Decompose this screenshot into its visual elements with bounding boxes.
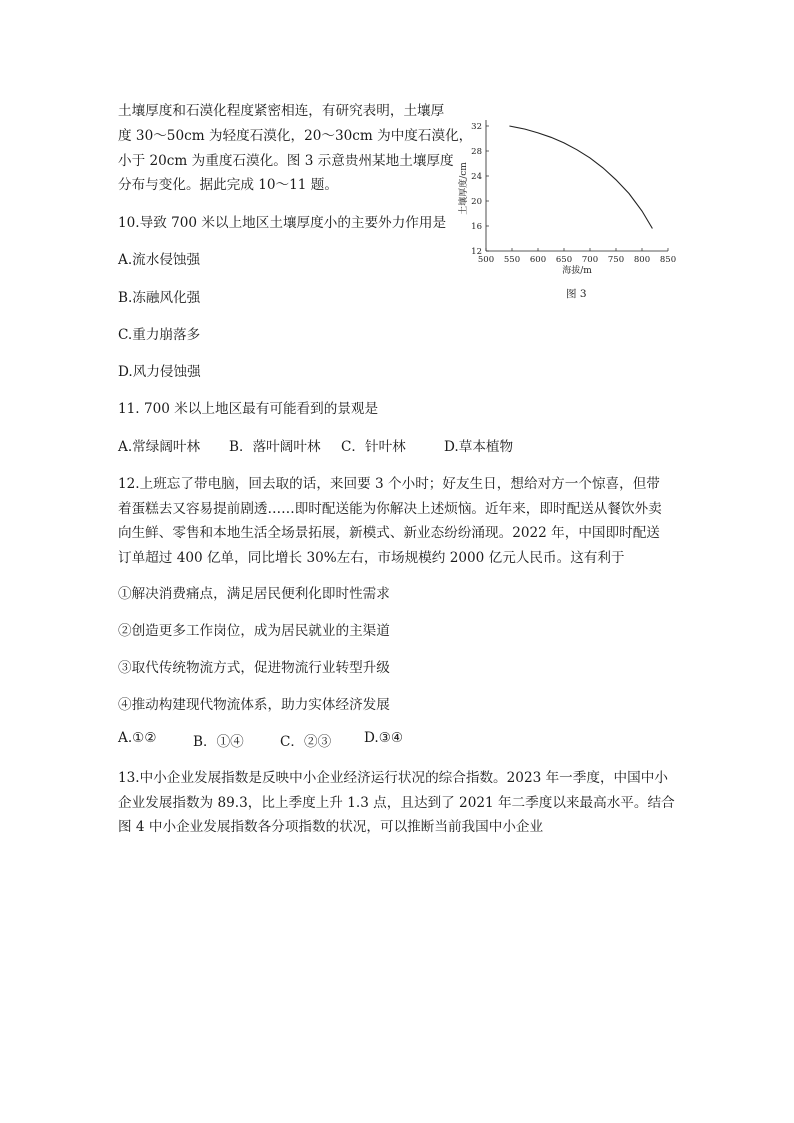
option-c: C.重力崩落多 bbox=[118, 327, 201, 343]
series-line bbox=[509, 126, 652, 229]
option-d: D.草本植物 bbox=[444, 439, 514, 455]
soil-thickness-chart bbox=[452, 110, 682, 280]
statement-4: ④推动构建现代物流体系，助力实体经济发展 bbox=[118, 697, 390, 713]
x-tick-label: 500 bbox=[477, 255, 495, 265]
x-tick-label: 750 bbox=[607, 255, 625, 265]
x-tick-label: 550 bbox=[503, 255, 521, 265]
x-tick-label: 600 bbox=[529, 255, 547, 265]
option-c: C．②③ bbox=[280, 734, 332, 750]
intro-line: 土壤厚度和石漠化程度紧密相连，有研究表明，土壤厚 bbox=[118, 103, 445, 119]
question-line: 着蛋糕去又容易提前剧透……即时配送能为你解决上述烦恼。近年来，即时配送从餐饮外卖 bbox=[118, 501, 662, 517]
statement-3: ③取代传统物流方式，促进物流行业转型升级 bbox=[118, 660, 390, 676]
option-b: B.冻融风化强 bbox=[118, 290, 201, 306]
y-tick-label: 24 bbox=[471, 172, 482, 182]
intro-line: 度 30～50cm 为轻度石漠化，20～30cm 为中度石漠化， bbox=[118, 128, 473, 144]
question-line: 13.中小企业发展指数是反映中小企业经济运行状况的综合指数。2023 年一季度，中国中小 bbox=[118, 770, 668, 786]
option-d: D.③④ bbox=[364, 730, 404, 746]
option-a: A.①② bbox=[118, 730, 157, 746]
question-line: 订单超过 400 亿单，同比增长 30%左右，市场规模约 2000 亿元人民币。这有利于 bbox=[118, 550, 625, 566]
option-b: B．落叶阔叶林 bbox=[229, 439, 321, 455]
x-tick-label: 800 bbox=[633, 255, 651, 265]
y-tick-label: 12 bbox=[471, 247, 482, 257]
intro-line: 分布与变化。据此完成 10～11 题。 bbox=[118, 177, 338, 193]
figure-caption: 图 3 bbox=[566, 288, 587, 300]
statement-1: ①解决消费痛点，满足居民便利化即时性需求 bbox=[118, 586, 390, 602]
question-line: 企业发展指数为 89.3，比上季度上升 1.3 点，且达到了 2021 年二季度以来最高水平。结合 bbox=[118, 795, 675, 811]
option-b: B．①④ bbox=[193, 734, 244, 750]
y-axis-label: 土壤厚度/cm bbox=[459, 162, 469, 215]
option-a: A.常绿阔叶林 bbox=[118, 439, 201, 455]
x-tick-label: 650 bbox=[555, 255, 573, 265]
question-line: 图 4 中小企业发展指数各分项指数的状况，可以推断当前我国中小企业 bbox=[118, 819, 544, 835]
x-tick-label: 700 bbox=[581, 255, 599, 265]
x-tick-label: 850 bbox=[659, 255, 677, 265]
question-stem: 11. 700 米以上地区最有可能看到的景观是 bbox=[118, 401, 379, 417]
question-line: 向生鲜、零售和本地生活全场景拓展，新模式、新业态纷纷涌现。2022 年，中国即时配送 bbox=[118, 525, 660, 541]
intro-line: 小于 20cm 为重度石漠化。图 3 示意贵州某地土壤厚度 bbox=[118, 153, 454, 169]
option-c: C．针叶林 bbox=[341, 439, 406, 455]
y-tick-label: 32 bbox=[471, 122, 482, 132]
option-d: D.风力侵蚀强 bbox=[118, 364, 201, 380]
y-tick-label: 16 bbox=[471, 222, 482, 232]
question-line: 12.上班忘了带电脑，回去取的话，来回要 3 个小时；好友生日，想给对方一个惊喜，但带 bbox=[118, 476, 660, 492]
y-tick-label: 28 bbox=[471, 147, 482, 157]
statement-2: ②创造更多工作岗位，成为居民就业的主渠道 bbox=[118, 623, 390, 639]
option-a: A.流水侵蚀强 bbox=[118, 252, 201, 268]
y-tick-label: 20 bbox=[471, 197, 482, 207]
question-stem: 10.导致 700 米以上地区土壤厚度小的主要外力作用是 bbox=[118, 215, 447, 231]
x-axis-label: 海拔/m bbox=[562, 266, 592, 276]
